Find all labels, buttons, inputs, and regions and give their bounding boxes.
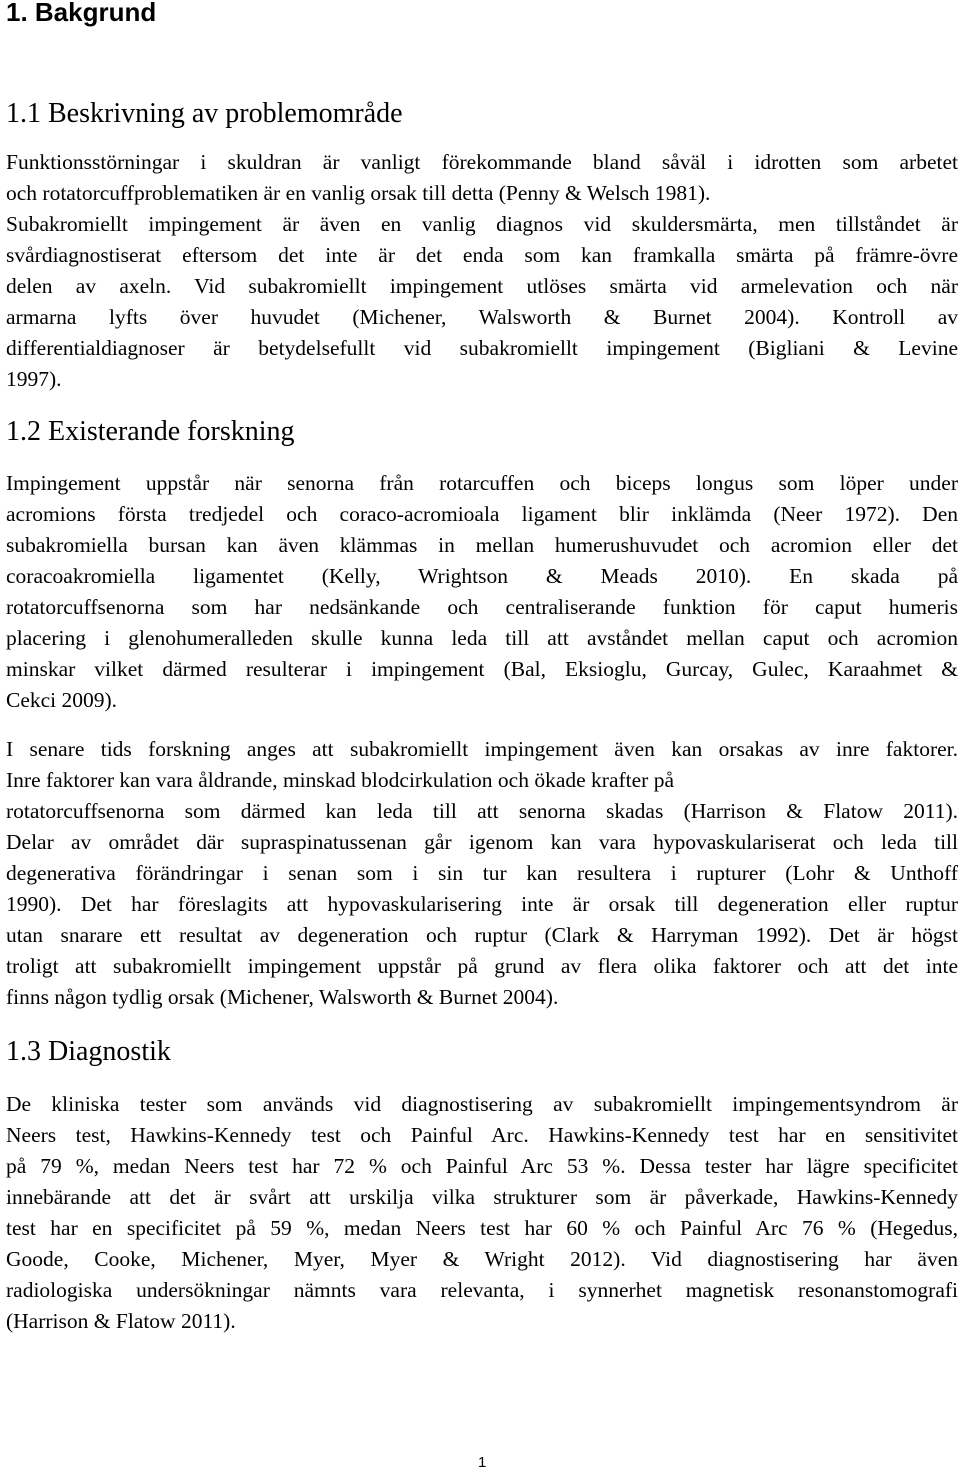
- text-line: Neers test, Hawkins-Kennedy test och Painful Arc. Hawkins-Kennedy test har en sensitivitet: [6, 1123, 958, 1147]
- text-line: subakromiella bursan kan även klämmas in mellan humerushuvudet och acromion eller det: [6, 533, 958, 557]
- text-line: coracoakromiella ligamentet (Kelly, Wrightson & Meads 2010). En skada på: [6, 564, 958, 588]
- text-line: test har en specificitet på 59 %, medan Neers test har 60 % och Painful Arc 76 % (Hegedus,: [6, 1216, 958, 1240]
- text-line: rotatorcuffsenorna som har nedsänkande och centraliserande funktion för caput humeris: [6, 595, 958, 619]
- text-line: placering i glenohumeralleden skulle kunna leda till att avståndet mellan caput och acromion: [6, 626, 958, 650]
- chapter-heading: 1. Bakgrund: [6, 0, 157, 27]
- text-line: radiologiska undersökningar nämnts vara relevanta, i synnerhet magnetisk resonanstomografi: [6, 1278, 958, 1302]
- section-1-2-paragraph-2: [6, 734, 958, 1013]
- text-line: Goode, Cooke, Michener, Myer, Myer & Wright 2012). Vid diagnostisering har även: [6, 1247, 958, 1271]
- text-line: Funktionsstörningar i skuldran är vanligt förekommande bland såväl i idrotten som arbetet: [6, 150, 958, 174]
- text-line: rotatorcuffsenorna som därmed kan leda till att senorna skadas (Harrison & Flatow 2011).: [6, 799, 958, 823]
- text-line: delen av axeln. Vid subakromiellt impingement utlöses smärta vid armelevation och när: [6, 274, 958, 298]
- text-line: Delar av området där supraspinatussenan går igenom kan vara hypovaskulariserat och leda till: [6, 830, 958, 854]
- section-heading-1-3: 1.3 Diagnostik: [6, 1036, 171, 1067]
- section-heading-1-2: 1.2 Existerande forskning: [6, 416, 295, 447]
- page-number: 1: [478, 1454, 487, 1471]
- text-line: 1997).: [6, 367, 62, 391]
- text-line: Inre faktorer kan vara åldrande, minskad blodcirkulation och ökade krafter på: [6, 768, 675, 792]
- section-1-3-paragraph: [6, 1089, 958, 1337]
- text-line: De kliniska tester som används vid diagnostisering av subakromiellt impingementsyndrom är: [6, 1092, 958, 1116]
- text-line: differentialdiagnoser är betydelsefullt vid subakromiellt impingement (Bigliani & Levine: [6, 336, 958, 360]
- text-line: (Harrison & Flatow 2011).: [6, 1309, 236, 1333]
- text-line: degenerativa förändringar i senan som i sin tur kan resultera i rupturer (Lohr & Unthoff: [6, 861, 958, 885]
- text-line: och rotatorcuffproblematiken är en vanlig orsak till detta (Penny & Welsch 1981).: [6, 181, 711, 205]
- text-line: Subakromiellt impingement är även en vanlig diagnos vid skuldersmärta, men tillståndet är: [6, 212, 958, 236]
- text-line: finns någon tydlig orsak (Michener, Walsworth & Burnet 2004).: [6, 985, 559, 1009]
- section-heading-1-1: 1.1 Beskrivning av problemområde: [6, 98, 403, 129]
- text-line: armarna lyfts över huvudet (Michener, Walsworth & Burnet 2004). Kontroll av: [6, 305, 958, 329]
- text-line: utan snarare ett resultat av degeneration och ruptur (Clark & Harryman 1992). Det är högst: [6, 923, 958, 947]
- text-line: acromions första tredjedel och coraco-acromioala ligament blir inklämda (Neer 1972). Den: [6, 502, 958, 526]
- text-line: Cekci 2009).: [6, 688, 118, 712]
- text-line: I senare tids forskning anges att subakromiellt impingement även kan orsakas av inre faktorer.: [6, 737, 958, 761]
- section-1-1-paragraph: [6, 147, 958, 395]
- text-line: minskar vilket därmed resulterar i impingement (Bal, Eksioglu, Gurcay, Gulec, Karaahmet &: [6, 657, 958, 681]
- text-line: troligt att subakromiellt impingement uppstår på grund av flera olika faktorer och att det inte: [6, 954, 958, 978]
- section-1-2-paragraph-1: [6, 468, 958, 716]
- text-line: svårdiagnostiserat eftersom det inte är det enda som kan framkalla smärta på främre-övre: [6, 243, 958, 267]
- text-line: på 79 %, medan Neers test har 72 % och Painful Arc 53 %. Dessa tester har lägre specificitet: [6, 1154, 958, 1178]
- text-line: innebärande att det är svårt att urskilja vilka strukturer som är påverkade, Hawkins-Kennedy: [6, 1185, 958, 1209]
- text-line: Impingement uppstår när senorna från rotarcuffen och biceps longus som löper under: [6, 471, 958, 495]
- text-line: 1990). Det har föreslagits att hypovaskularisering inte är orsak till degeneration eller ruptur: [6, 892, 958, 916]
